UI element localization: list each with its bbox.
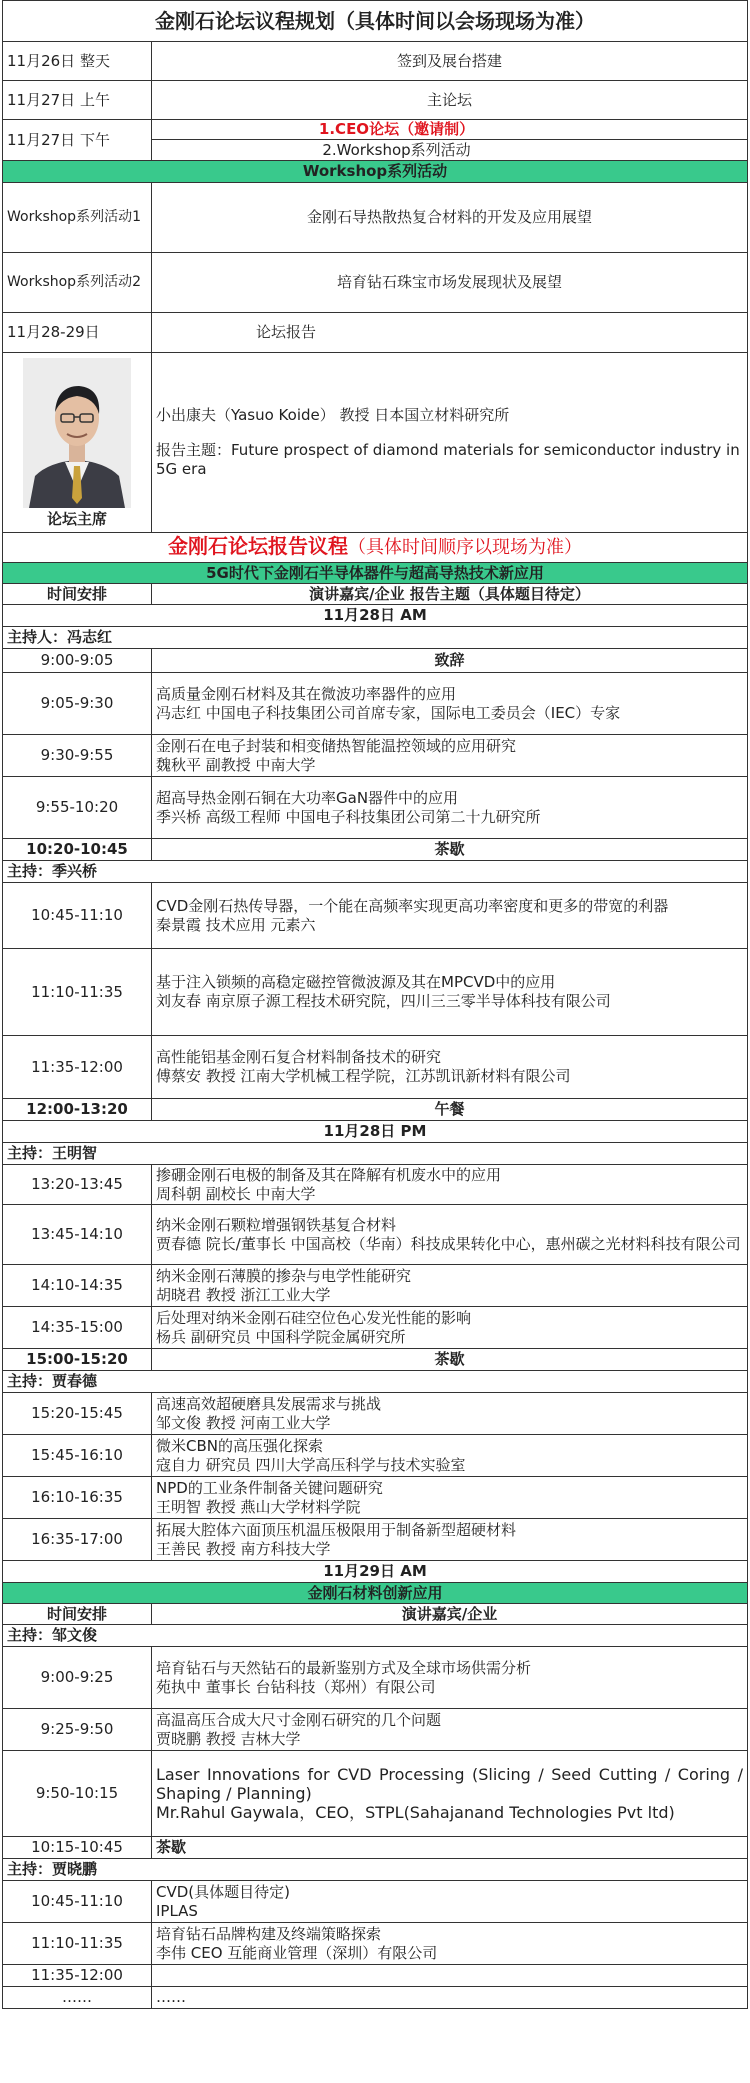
time-slot: 9:30-9:55 [3, 735, 152, 777]
talk [152, 1205, 748, 1265]
ellipsis-time: …… [3, 1987, 152, 2009]
time-slot: 9:05-9:30 [3, 673, 152, 735]
talk-title: 金刚石在电子封装和相变储热智能温控领域的应用研究 [156, 736, 517, 755]
talk [152, 1477, 748, 1519]
time-slot: 13:20-13:45 [3, 1165, 152, 1205]
col-time-header: 时间安排 [3, 584, 152, 605]
host-label: 主持：贾晓鹏 [3, 1859, 748, 1881]
talk-speaker: 刘友春 南京原子源工程技术研究院，四川三三零半导体科技有限公司 [156, 992, 611, 1010]
schedule-content: 主论坛 [152, 81, 748, 120]
workshop-section-title: Workshop系列活动 [3, 161, 748, 183]
talk-speaker: 周科朝 副校长 中南大学 [156, 1184, 316, 1203]
talk [152, 1435, 748, 1477]
workshop-topic: 金刚石导热散热复合材料的开发及应用展望 [152, 183, 748, 253]
time-slot: 9:00-9:05 [3, 649, 152, 673]
talk [152, 777, 748, 839]
time-slot: 15:20-15:45 [3, 1393, 152, 1435]
talk-speaker: 李伟 CEO 互能商业管理（深圳）有限公司 [156, 1943, 438, 1962]
talk-speaker: 贾晓鹏 教授 吉林大学 [156, 1729, 301, 1748]
talk [152, 735, 748, 777]
talk-title: 拓展大腔体六面顶压机温压极限用于制备新型超硬材料 [156, 1520, 517, 1539]
talk-speaker: Mr.Rahul Gaywala，CEO，STPL(Sahajanand Technologies Pvt ltd) [156, 1803, 675, 1822]
talk-title: 高性能铝基金刚石复合材料制备技术的研究 [156, 1048, 442, 1066]
col-content-header: 演讲嘉宾/企业 [152, 1604, 748, 1625]
talk [152, 883, 748, 949]
time-slot: 10:15-10:45 [3, 1837, 152, 1859]
lunch-label: 午餐 [152, 1099, 748, 1121]
talk-speaker: IPLAS [156, 1901, 198, 1920]
talk-title: 基于注入锁频的高稳定磁控管微波源及其在MPCVD中的应用 [156, 973, 556, 991]
talk-title: 高质量金刚石材料及其在微波功率器件的应用 [156, 684, 457, 703]
agenda-table [2, 0, 748, 2009]
talk-speaker: 傅蔡安 教授 江南大学机械工程学院，江苏凯讯新材料有限公司 [156, 1067, 571, 1085]
section2-title: 金刚石材料创新应用 [3, 1583, 748, 1604]
schedule-time: 11月26日 整天 [3, 42, 152, 81]
talk-title: Laser Innovations for CVD Processing (Slicing / Seed Cutting / Coring / Shaping / Planning) [156, 1765, 743, 1803]
chair-name: 小出康夫（Yasuo Koide） 教授 日本国立材料研究所 [156, 406, 510, 424]
col-content-header: 演讲嘉宾/企业 报告主题（具体题目待定） [152, 584, 748, 605]
talk-title: 超高导热金刚石铜在大功率GaN器件中的应用 [156, 788, 459, 807]
chair-cell [3, 353, 152, 533]
talk-title: CVD(具体题目待定) [156, 1882, 290, 1901]
talk-speaker: 寇自力 研究员 四川大学高压科学与技术实验室 [156, 1455, 466, 1474]
workshop-name: Workshop系列活动2 [3, 253, 152, 313]
report-title-note: （具体时间顺序以现场为准） [348, 537, 582, 558]
talk-speaker: 季兴桥 高级工程师 中国电子科技集团公司第二十九研究所 [156, 807, 541, 826]
talk-title: CVD金刚石热传导器，一个能在高频率实现更高功率密度和更多的带宽的利器 [156, 896, 669, 915]
day-label: 11月28日 AM [3, 605, 748, 627]
time-slot: 10:45-11:10 [3, 1881, 152, 1923]
host-label: 主持：贾春德 [3, 1371, 748, 1393]
chair-topic: 报告主题：Future prospect of diamond materials for semiconductor industry in 5G era [156, 441, 740, 478]
time-slot: 13:45-14:10 [3, 1205, 152, 1265]
break-label: 茶歇 [152, 1837, 748, 1859]
talk [152, 1307, 748, 1349]
host-label: 主持：邹文俊 [3, 1625, 748, 1647]
report-title [3, 533, 748, 563]
talk [152, 1709, 748, 1751]
chair-photo [23, 358, 131, 508]
talk-speaker: 王善民 教授 南方科技大学 [156, 1539, 331, 1558]
chair-info [152, 353, 748, 533]
section1-title: 5G时代下金刚石半导体器件与超高导热技术新应用 [3, 563, 748, 584]
time-slot: 14:35-15:00 [3, 1307, 152, 1349]
talk [152, 1923, 748, 1965]
col-time-header: 时间安排 [3, 1604, 152, 1625]
time-slot: 10:45-11:10 [3, 883, 152, 949]
talk-speaker: 秦景霞 技术应用 元素六 [156, 915, 316, 934]
talk [152, 1965, 748, 1987]
time-slot: 12:00-13:20 [3, 1099, 152, 1121]
talk-title: 掺硼金刚石电极的制备及其在降解有机废水中的应用 [156, 1165, 502, 1184]
time-slot: 11:35-12:00 [3, 1036, 152, 1099]
day-label: 11月29日 AM [3, 1561, 748, 1583]
forum-dates: 11月28-29日 [3, 313, 152, 353]
ellipsis-content: …… [152, 1987, 748, 2009]
talk-title: 高温高压合成大尺寸金刚石研究的几个问题 [156, 1710, 442, 1729]
talk [152, 673, 748, 735]
talk-title: 微米CBN的高压强化探索 [156, 1436, 323, 1455]
talk [152, 1165, 748, 1205]
talk [152, 1881, 748, 1923]
forum-dates-content: 论坛报告 [152, 313, 748, 353]
host-label: 主持人：冯志红 [3, 627, 748, 649]
day-label: 11月28日 PM [3, 1121, 748, 1143]
time-slot: 16:35-17:00 [3, 1519, 152, 1561]
schedule-content: 签到及展台搭建 [152, 42, 748, 81]
talk-speaker: 胡晓君 教授 浙江工业大学 [156, 1285, 331, 1304]
talk [152, 949, 748, 1036]
talk-speaker: 王明智 教授 燕山大学材料学院 [156, 1497, 361, 1516]
talk-title: 培育钻石品牌构建及终端策略探索 [156, 1924, 382, 1943]
workshop-label: 2.Workshop系列活动 [152, 140, 748, 161]
talk-title: 培育钻石与天然钻石的最新鉴别方式及全球市场供需分析 [156, 1658, 532, 1677]
talk [152, 1751, 748, 1837]
time-slot: 16:10-16:35 [3, 1477, 152, 1519]
schedule-time: 11月27日 下午 [3, 120, 152, 161]
page-title: 金刚石论坛议程规划（具体时间以会场现场为准） [3, 1, 748, 42]
time-slot: 11:10-11:35 [3, 1923, 152, 1965]
talk [152, 1647, 748, 1709]
workshop-topic: 培育钻石珠宝市场发展现状及展望 [152, 253, 748, 313]
time-slot: 11:35-12:00 [3, 1965, 152, 1987]
time-slot: 15:45-16:10 [3, 1435, 152, 1477]
talk-title: 纳米金刚石颗粒增强钢铁基复合材料 [156, 1215, 397, 1234]
time-slot: 14:10-14:35 [3, 1265, 152, 1307]
talk [152, 1265, 748, 1307]
host-label: 主持：王明智 [3, 1143, 748, 1165]
talk-title: 高速高效超硬磨具发展需求与挑战 [156, 1394, 382, 1413]
talk-title: 纳米金刚石薄膜的掺杂与电学性能研究 [156, 1266, 412, 1285]
chair-label: 论坛主席 [46, 510, 107, 528]
talk [152, 1036, 748, 1099]
break-label: 茶歇 [152, 1349, 748, 1371]
talk-speaker: 邹文俊 教授 河南工业大学 [156, 1413, 331, 1432]
ceo-forum-label: 1.CEO论坛（邀请制） [152, 120, 748, 140]
time-slot: 10:20-10:45 [3, 839, 152, 861]
time-slot: 9:55-10:20 [3, 777, 152, 839]
time-slot: 11:10-11:35 [3, 949, 152, 1036]
talk [152, 1393, 748, 1435]
time-slot: 9:25-9:50 [3, 1709, 152, 1751]
time-slot: 15:00-15:20 [3, 1349, 152, 1371]
talk-speaker: 苑执中 董事长 台钻科技（郑州）有限公司 [156, 1677, 436, 1696]
break-label: 茶歇 [152, 839, 748, 861]
host-label: 主持：季兴桥 [3, 861, 748, 883]
time-slot: 9:00-9:25 [3, 1647, 152, 1709]
workshop-name: Workshop系列活动1 [3, 183, 152, 253]
talk-speaker: 冯志红 中国电子科技集团公司首席专家，国际电工委员会（IEC）专家 [156, 703, 621, 722]
talk-title: NPD的工业条件制备关键问题研究 [156, 1478, 383, 1497]
schedule-time: 11月27日 上午 [3, 81, 152, 120]
opening-label: 致辞 [152, 649, 748, 673]
talk-speaker: 贾春德 院长/董事长 中国高校（华南）科技成果转化中心，惠州碳之光材料科技有限公司 [156, 1234, 741, 1253]
time-slot: 9:50-10:15 [3, 1751, 152, 1837]
report-title-main: 金刚石论坛报告议程 [168, 534, 348, 558]
talk-speaker: 杨兵 副研究员 中国科学院金属研究所 [156, 1327, 406, 1346]
talk [152, 1519, 748, 1561]
talk-title: 后处理对纳米金刚石硅空位色心发光性能的影响 [156, 1308, 472, 1327]
talk-speaker: 魏秋平 副教授 中南大学 [156, 755, 316, 774]
